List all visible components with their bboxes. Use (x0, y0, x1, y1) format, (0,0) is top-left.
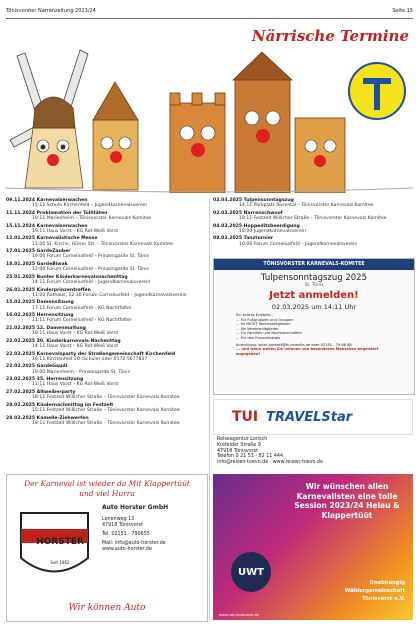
event-detail: 19:11 Festzelt Willicher Straße – Tönisvorster Karnevals Komitee (32, 420, 180, 426)
event-date-title: 26.01.2025 Kinderprinzentreffen (6, 287, 91, 293)
event-detail: 19:11 Haus Vorst – KG Rot-Weiß Vorst (32, 331, 119, 337)
event-item (6, 339, 206, 349)
event-detail: 14:11 Haus Vorst – KG Rot-Weiß Vorst (32, 343, 119, 349)
horster-footer: Wir können Auto (68, 603, 146, 613)
carnival-illustration (5, 48, 413, 193)
event-date-title: 12.01.2025 Karnevalistische Messe (6, 236, 98, 242)
event-date-title: 08.03.2025 Tanzturnier (213, 236, 274, 242)
event-item (6, 211, 206, 221)
castle-characters (170, 52, 345, 193)
tkk-bullet: ... Als Vereinsmitglieder (236, 326, 279, 331)
horster-logo-name: HORSTER (36, 537, 84, 547)
event-item (6, 236, 206, 246)
travel-agency-ad (213, 399, 413, 471)
event-date-title: 02.03.2025 Tulpensonntagszug (213, 198, 294, 203)
event-item (6, 377, 206, 387)
horster-mail: Mail: info@auto-horster.de (102, 541, 166, 546)
page-title: Närrische Termine (251, 27, 409, 45)
event-item (6, 416, 206, 426)
event-detail: 18:11 Festzelt Willicher Straße – Tönisvorster Karnevals Komitee (239, 216, 387, 221)
horster-logo-sub: AUTOSERVICE (43, 547, 77, 552)
uwt-web: www.uwt-tonisvorst.de (219, 613, 259, 617)
header-left: Tönisvorster Narrenzeitung 2023/24 (6, 8, 96, 14)
event-detail: 19:11 Marienheim – Tönisvorster Karnevals Komitee (32, 216, 152, 221)
horster-city: 47918 Tönisvorst (102, 523, 144, 528)
uwt-greeting-ad (213, 474, 413, 620)
event-item (6, 249, 206, 259)
event-date-title: 25.01.2025 Bunter Kinderkarnevalsnachmittag (6, 274, 128, 280)
event-date-title: 09.11.2024 Karnevalserwachen (6, 198, 88, 203)
events-left-column (6, 198, 206, 428)
event-detail: 10:00 Forum Corneliusfeld – Jugendkarnevalsverein (239, 241, 358, 247)
tonisvorst-t-logo (349, 63, 405, 119)
event-detail: 18:11 Festzelt Willicher Straße – Tönisvorster Karnevals Komitee (32, 395, 180, 401)
auto-horster-ad (6, 474, 208, 622)
event-item (6, 352, 206, 362)
event-detail: 11:11 Haus Vorst – KG Rot-Weiß Vorst (32, 382, 119, 388)
event-detail: 19:00 Forum Corneliusfeld – Prinzengarde St. Tönis (32, 254, 149, 260)
event-date-title: 11.11.2024 Proklamation der Tollitäten (6, 210, 108, 216)
tkk-brand: TÖNISVORSTER KARNEVALS-KOMITEE (214, 259, 414, 270)
uwt-org: Unabhängig Wählergemeinschaft Tönisvorst e.V. (344, 580, 405, 602)
page-number: Seite 15 (392, 8, 413, 14)
event-date-title: 04.03.2025 Hoppeditzbeerdigung (213, 223, 300, 229)
event-date-title: 21.02.2025 12. Damenmaltung (6, 325, 86, 331)
tkk-tulpensonntag-ad (213, 258, 415, 395)
windmill-illustration (10, 50, 88, 188)
event-detail: 15:11 Festzelt Willicher Straße – Tönisvorster Karnevals Komitee (32, 407, 180, 413)
event-date-title: 23.02.2025 35. Herrensitzung (6, 377, 84, 383)
travelstar-logo: TRAVELStar (266, 409, 353, 425)
event-detail: 11:00 St. Kirche, Hülser Str. – Tönisvorster Karnevals Komitee (32, 241, 173, 247)
event-date-title: 15.11.2024 Karnevalserwachen (6, 223, 88, 229)
event-detail: 17:11 Forum Corneliusfeld – KG Nachtfalter (32, 305, 132, 311)
horster-slogan: Der Karneval ist wieder da Mit Klappertüüt und viel Hurra (24, 479, 190, 498)
horster-phone: Tel. 02151 - 790655 (102, 532, 150, 537)
horster-web: www.auto-horster.de (102, 547, 152, 552)
tkk-bullet: ... Für Familien und Nachbarschaften (236, 331, 302, 336)
uwt-greeting: Wir wünschen allen Karnevalisten eine tolle Session 2023/24 Helau & Klappertüüt (294, 482, 400, 520)
tkk-bullet: ... Im NICHT Vereinsmitglieder (236, 322, 291, 327)
event-detail: 15:11 Schule Kirchenfeld – Jugendkarnevalsverein (32, 203, 147, 209)
event-item (6, 224, 206, 234)
event-item (6, 326, 206, 336)
tower-character (93, 82, 138, 190)
event-detail: 14:11 Parkplatz Rosental – Tönisvorster Karnevals Komitee (239, 203, 374, 209)
agency-city: 47918 Tönisvorst (217, 448, 259, 454)
event-item (6, 300, 206, 310)
event-date-title: 27.02.2025 Altweiberparty (6, 389, 76, 395)
event-detail: 14:11 Forum Corneliusfeld – Jugendkarnevalsverein (32, 279, 151, 285)
tkk-place: St. Tönis (304, 283, 324, 288)
horster-logo-year: Seit 1962 (50, 560, 70, 565)
event-item (6, 198, 206, 208)
tkk-note: Anmeldung unter kontakt@tk-kamelle.de oder 02151 - 79 66 88 (236, 342, 352, 347)
horster-street: Lenenweg 13 (102, 517, 135, 522)
event-date-title: 15.02.2025 Damensitzung (6, 300, 74, 306)
tkk-event-title: Tulpensonntagszug 2025 (260, 273, 367, 283)
event-detail: 11:11 Forum Corneliusfeld – KG Nachtfalter (32, 318, 132, 324)
event-item (213, 211, 413, 221)
event-detail: 18:00 Jugendkarnevalsverein (239, 228, 307, 234)
agency-street: Krefelder Straße 9 (217, 442, 261, 448)
event-date-title: 22.02.2025 GardeGaudi (6, 364, 68, 370)
event-item (6, 403, 206, 413)
event-detail: 12:00 Forum Corneliusfeld – Prinzengarde St. Tönis (32, 267, 149, 273)
event-date-title: 17.01.2025 GardeZauber (6, 249, 71, 255)
tkk-datetime: 02.03.2025 um 14:11 Uhr (271, 303, 357, 311)
tui-logo: TUI (232, 409, 259, 425)
event-item (213, 236, 413, 246)
event-item (6, 288, 206, 298)
tkk-slogan: ... und wenn wollen Sie nehmen von besonderen Menschen begeistert zugegeben? (236, 347, 379, 356)
event-item (6, 262, 206, 272)
tkk-bullet: ... Für Fußgruppen und Gruppen (236, 317, 294, 322)
tkk-bullet: ... Für den Freundeskreis (236, 335, 281, 340)
tkk-cta: Jetzt anmelden! (269, 290, 359, 301)
tkk-intro: Ein echtes Erlebnis... (236, 313, 274, 317)
events-right-column (213, 198, 413, 249)
agency-phone: Telefon 0 21 51 - 82 11 444 (217, 454, 284, 460)
event-item (6, 313, 206, 323)
event-date-title: 28.02.2025 Kamelle-Ziehwerfen (6, 415, 89, 421)
event-detail: 11:00 Rathaus, 12:30 Forum Corneliusfeld – Jugendkarnevalsverein (32, 292, 187, 298)
event-date-title: 22.02.2025 Karnevalsparty der Straßengemeinschaft Kirchenfeld (6, 351, 176, 357)
event-date-title: 02.03.2025 Narrenschwoof (213, 210, 283, 216)
event-date-title: 28.02.2025 Kindernachmittag im Festzelt (6, 402, 114, 408)
horster-company: Auto Horster GmbH (102, 504, 169, 511)
event-detail: 19:00 Marienheim – Prinzengarde St. Tönis (32, 369, 130, 375)
agency-name: Reiseagentur Lorisch (217, 437, 268, 442)
event-date-title: 22.02.2025 30. Kinderkarnevals-Nachmittag (6, 338, 121, 344)
event-date-title: 18.01.2025 GardeBiwak (6, 261, 68, 267)
event-date-title: 16.02.2025 Herrensitzung (6, 313, 74, 319)
event-detail: 19:11 Haus Vorst – KG Rot-Weiß Vorst (32, 228, 119, 234)
event-item (213, 224, 413, 234)
page-header (6, 8, 413, 19)
uwt-logo: UWT (231, 552, 271, 592)
event-item (213, 198, 413, 208)
tkk-info (214, 311, 414, 358)
event-item (6, 275, 206, 285)
column-divider (209, 198, 210, 618)
agency-contact: info@reisen-toevo.de · www.reisen-toevo.de (217, 460, 323, 466)
event-detail: 16:11 Kirchenfeld 20 (Schule) oder 0172 5677837 (32, 356, 148, 362)
event-item (6, 390, 206, 400)
event-item (6, 364, 206, 374)
